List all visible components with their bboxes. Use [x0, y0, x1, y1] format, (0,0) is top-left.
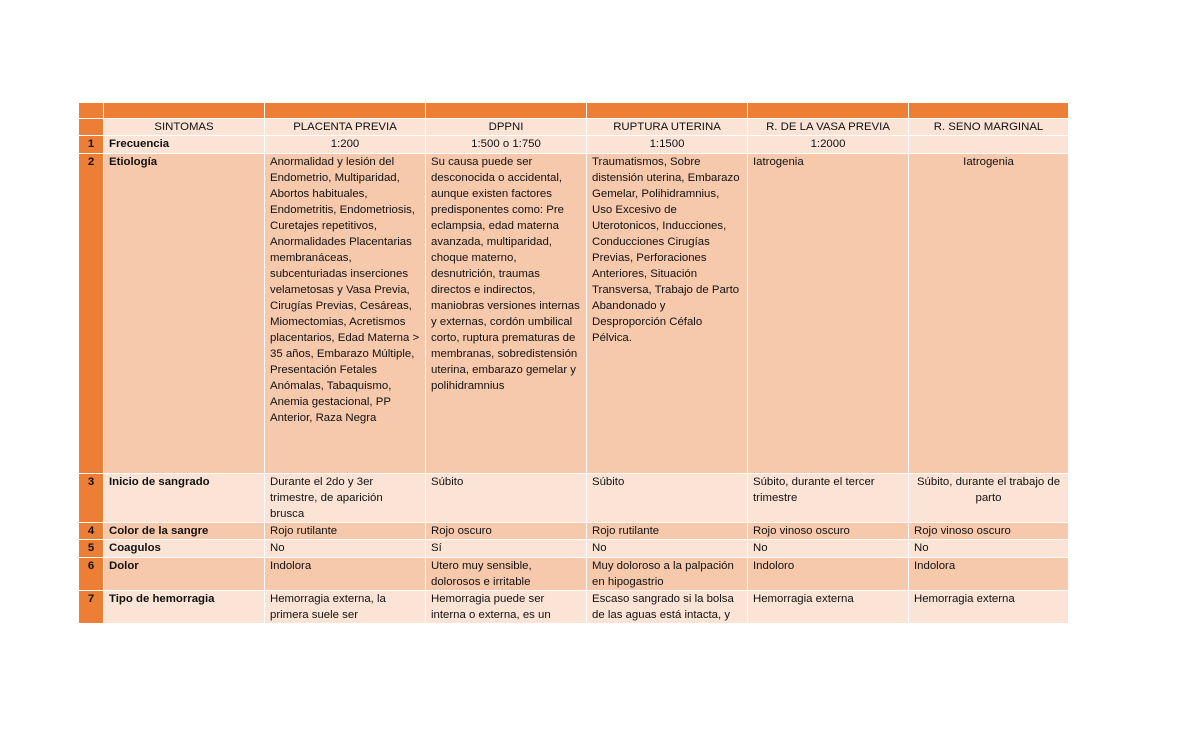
row-label: Coagulos — [104, 540, 265, 558]
table-cell: Rojo vinoso oscuro — [748, 523, 909, 540]
row-label: Etiología — [104, 154, 265, 474]
top-band-cell — [426, 103, 587, 119]
row-label: Dolor — [104, 558, 265, 591]
row-label: Color de la sangre — [104, 523, 265, 540]
table-cell: Rojo vinoso oscuro — [909, 523, 1069, 540]
table-row — [79, 558, 1069, 591]
table-cell: No — [265, 540, 426, 558]
table-cell: Utero muy sensible, dolorosos e irritable — [426, 558, 587, 591]
table-row — [79, 154, 1069, 474]
top-band-cell — [104, 103, 265, 119]
table-cell: Súbito, durante el tercer trimestre — [748, 474, 909, 523]
table-cell: 1:2000 — [748, 136, 909, 154]
table-cell: Súbito, durante el trabajo de parto — [909, 474, 1069, 523]
table-cell: Hemorragia externa — [748, 591, 909, 624]
table-cell: Indolora — [909, 558, 1069, 591]
column-header: RUPTURA UTERINA — [587, 119, 748, 136]
comparison-table — [78, 102, 1069, 624]
table-top-band — [79, 103, 1069, 119]
table-row — [79, 540, 1069, 558]
top-band-cell — [79, 103, 104, 119]
table-cell: Anormalidad y lesión del Endometrio, Multiparidad, Abortos habituales, Endometritis, Endometriosis, Curetajes repetitivos, Anormalidades Placentarias membranáceas, subcenturiadas inserciones velametosas y Vasa Previa, Cirugías Previas, Cesáreas, Miomectomias, Acretismos placentarios, Edad Materna > 35 años, Embarazo Múltiple, Presentación Fetales Anómalas, Tabaquismo, Anemia gestacional, PP Anterior, Raza Negra — [265, 154, 426, 474]
table-header-row — [79, 119, 1069, 136]
row-number: 5 — [79, 540, 104, 558]
column-header: R. DE LA VASA PREVIA — [748, 119, 909, 136]
table-cell: 1:200 — [265, 136, 426, 154]
table-cell: Durante el 2do y 3er trimestre, de aparición brusca — [265, 474, 426, 523]
row-number: 6 — [79, 558, 104, 591]
table-cell: Hemorragia externa — [909, 591, 1069, 624]
column-header: DPPNI — [426, 119, 587, 136]
table-cell: Muy doloroso a la palpación en hipogastrio — [587, 558, 748, 591]
table-row — [79, 474, 1069, 523]
top-band-cell — [909, 103, 1069, 119]
row-number: 4 — [79, 523, 104, 540]
table-cell: Rojo rutilante — [265, 523, 426, 540]
row-label: Tipo de hemorragia — [104, 591, 265, 624]
column-header: PLACENTA PREVIA — [265, 119, 426, 136]
table-cell: Sí — [426, 540, 587, 558]
header-num-cell — [79, 119, 104, 136]
top-band-cell — [748, 103, 909, 119]
top-band-cell — [265, 103, 426, 119]
table-row — [79, 523, 1069, 540]
row-number: 3 — [79, 474, 104, 523]
table-cell: No — [748, 540, 909, 558]
table-cell: Traumatismos, Sobre distensión uterina, Embarazo Gemelar, Polihidramnius, Uso Excesivo de Uterotonicos, Inducciones, Conducciones Cirugías Previas, Perforaciones Anteriores, Situación Transversa, Trabajo de Parto Abandonado y Desproporción Céfalo Pélvica. — [587, 154, 748, 474]
table-cell: Indoloro — [748, 558, 909, 591]
column-header: R. SENO MARGINAL — [909, 119, 1069, 136]
table-cell: Escaso sangrado si la bolsa de las aguas está intacta, y — [587, 591, 748, 624]
table-cell: Iatrogenia — [909, 154, 1069, 474]
row-label: Frecuencia — [104, 136, 265, 154]
row-number: 1 — [79, 136, 104, 154]
table-cell: Iatrogenia — [748, 154, 909, 474]
top-band-cell — [587, 103, 748, 119]
table-cell: 1:500 o 1:750 — [426, 136, 587, 154]
row-label: Inicio de sangrado — [104, 474, 265, 523]
table-cell: No — [587, 540, 748, 558]
column-header: SINTOMAS — [104, 119, 265, 136]
table-cell: Hemorragia externa, la primera suele ser — [265, 591, 426, 624]
table-row — [79, 136, 1069, 154]
table-cell: Rojo rutilante — [587, 523, 748, 540]
table-cell: Súbito — [587, 474, 748, 523]
table-cell: Súbito — [426, 474, 587, 523]
table-cell: No — [909, 540, 1069, 558]
table-cell: Indolora — [265, 558, 426, 591]
row-number: 7 — [79, 591, 104, 624]
table-cell: Hemorragia puede ser interna o externa, es un — [426, 591, 587, 624]
table-cell: Rojo oscuro — [426, 523, 587, 540]
table-cell: Su causa puede ser desconocida o accidental, aunque existen factores predisponentes como: Pre eclampsia, edad materna avanzada, multiparidad, choque materno, desnutrición, traumas directos e indirectos, maniobras versiones internas y externas, cordón umbilical corto, ruptura prematuras de membranas, sobredistensión uterina, embarazo gemelar y polihidramnius — [426, 154, 587, 474]
table-cell: 1:1500 — [587, 136, 748, 154]
table-cell — [909, 136, 1069, 154]
table-row — [79, 591, 1069, 624]
row-number: 2 — [79, 154, 104, 474]
